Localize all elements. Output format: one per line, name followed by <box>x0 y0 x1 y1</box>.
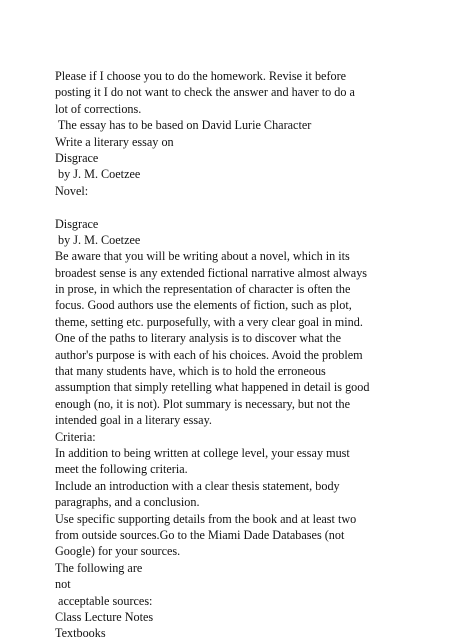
text-line: One of the paths to literary analysis is to discover what the <box>55 331 341 346</box>
text-line: Google) for your sources. <box>55 544 181 559</box>
text-line: theme, setting etc. purposefully, with a very clear goal in mind. <box>55 314 363 329</box>
text-line: Novel: <box>55 183 89 198</box>
text-line: Write a literary essay on <box>55 134 174 149</box>
blank-line <box>55 199 445 215</box>
text-line: acceptable sources: <box>55 593 153 608</box>
text-line: focus. Good authors use the elements of fiction, such as plot, <box>55 298 352 313</box>
text-line: Textbooks <box>55 626 106 641</box>
text-line: not <box>55 577 71 592</box>
document-body <box>55 68 445 642</box>
text-line: paragraphs, and a conclusion. <box>55 495 200 510</box>
text-line: by J. M. Coetzee <box>55 232 141 247</box>
text-line: in prose, in which the representation of character is often the <box>55 282 351 297</box>
text-line: Be aware that you will be writing about a novel, which in its <box>55 249 350 264</box>
text-line: Use specific supporting details from the book and at least two <box>55 511 357 526</box>
text-line: broadest sense is any extended fictional narrative almost always <box>55 265 368 280</box>
text-line: posting it I do not want to check the answer and haver to do a <box>55 85 355 100</box>
text-line: Include an introduction with a clear thesis statement, body <box>55 478 340 493</box>
text-line: lot of corrections. <box>55 101 142 116</box>
text-line: author's purpose is with each of his choices. Avoid the problem <box>55 347 363 362</box>
text-line: intended goal in a literary essay. <box>55 413 212 428</box>
text-line: enough (no, it is not). Plot summary is necessary, but not the <box>55 396 351 411</box>
text-line: assumption that simply retelling what happened in detail is good <box>55 380 370 395</box>
text-line: from outside sources.Go to the Miami Dade Databases (not <box>55 527 345 542</box>
text-line: Disgrace <box>55 150 99 165</box>
text-line: meet the following criteria. <box>55 462 188 477</box>
text-line: The following are <box>55 560 143 575</box>
text-line: Criteria: <box>55 429 96 444</box>
text-line: In addition to being written at college level, your essay must <box>55 445 350 460</box>
text-line: The essay has to be based on David Lurie Character <box>55 118 312 133</box>
text-line: that many students have, which is to hold the erroneous <box>55 364 326 379</box>
text-line: by J. M. Coetzee <box>55 167 141 182</box>
text-line: Disgrace <box>55 216 99 231</box>
text-line: Class Lecture Notes <box>55 609 154 624</box>
text-line: Please if I choose you to do the homework. Revise it before <box>55 69 347 83</box>
